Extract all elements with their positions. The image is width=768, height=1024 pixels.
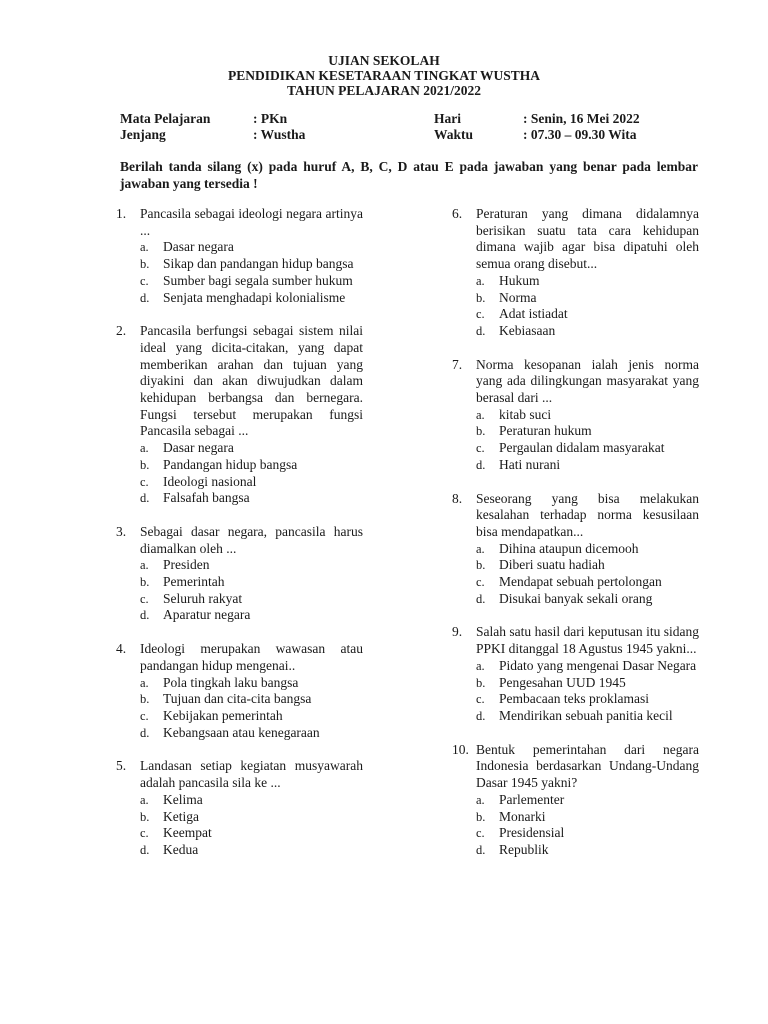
option-b bbox=[452, 675, 699, 692]
option-a bbox=[452, 658, 699, 675]
question-7 bbox=[452, 357, 699, 474]
option-letter: a. bbox=[476, 792, 485, 807]
option-letter: c. bbox=[476, 692, 485, 707]
option-letter: a. bbox=[476, 273, 485, 288]
instruction-text: Berilah tanda silang (x) pada huruf A, B, C, D atau E pada jawaban yang benar pada lembar jawaban yang tersedia ! bbox=[120, 159, 698, 191]
option-c bbox=[452, 691, 699, 708]
option-letter: c. bbox=[140, 273, 149, 288]
option-letter: a. bbox=[140, 558, 149, 573]
option-a bbox=[452, 273, 699, 290]
option-letter: d. bbox=[140, 491, 150, 506]
option-a bbox=[116, 792, 363, 809]
question-text: Peraturan yang dimana didalamnya berisikan suatu tata cara kehidupan dimana wajib agar bisa dipatuhi oleh semua orang disebut... bbox=[476, 206, 699, 272]
option-text: kitab suci bbox=[499, 406, 552, 422]
question-8 bbox=[452, 491, 699, 608]
option-letter: a. bbox=[140, 441, 149, 456]
option-d bbox=[452, 842, 699, 859]
option-d bbox=[116, 842, 363, 859]
header-year: TAHUN PELAJARAN 2021/2022 bbox=[286, 83, 481, 98]
option-text: Mendirikan sebuah panitia kecil bbox=[499, 707, 673, 723]
option-a bbox=[116, 557, 363, 574]
option-a bbox=[116, 440, 363, 457]
option-a bbox=[116, 675, 363, 692]
question-6 bbox=[452, 206, 699, 340]
option-b bbox=[452, 809, 699, 826]
time-value: : 07.30 – 09.30 Wita bbox=[523, 127, 637, 142]
option-letter: b. bbox=[140, 457, 150, 472]
option-a bbox=[452, 792, 699, 809]
time-label: Waktu bbox=[434, 127, 474, 142]
option-text: Hukum bbox=[499, 272, 540, 288]
option-text: Pemerintah bbox=[163, 574, 225, 590]
day-value: : Senin, 16 Mei 2022 bbox=[523, 111, 640, 126]
option-letter: a. bbox=[476, 541, 485, 556]
option-d bbox=[116, 490, 363, 507]
option-b bbox=[116, 691, 363, 708]
option-letter: c. bbox=[476, 307, 485, 322]
question-3 bbox=[116, 524, 363, 624]
option-text: Pola tingkah laku bangsa bbox=[163, 674, 299, 690]
option-letter: b. bbox=[140, 257, 150, 272]
level-label: Jenjang bbox=[120, 127, 166, 142]
option-letter: a. bbox=[476, 407, 485, 422]
question-9 bbox=[452, 624, 699, 724]
option-d bbox=[116, 725, 363, 742]
question-text: Bentuk pemerintahan dari negara Indonesia berdasarkan Undang-Undang Dasar 1945 yakni? bbox=[476, 741, 699, 791]
option-text: Norma bbox=[499, 289, 537, 305]
question-number: 8. bbox=[452, 490, 463, 506]
option-text: Seluruh rakyat bbox=[163, 590, 243, 606]
option-letter: d. bbox=[476, 842, 486, 857]
option-letter: c. bbox=[476, 441, 485, 456]
subject-label: Mata Pelajaran bbox=[120, 111, 211, 126]
option-text: Tujuan dan cita-cita bangsa bbox=[163, 691, 312, 707]
question-text: Norma kesopanan ialah jenis norma yang ada dilingkungan masyarakat yang berasal dari ... bbox=[476, 356, 699, 406]
option-text: Dasar negara bbox=[163, 440, 234, 456]
option-d bbox=[452, 323, 699, 340]
option-text: Monarki bbox=[499, 808, 546, 824]
option-text: Ketiga bbox=[163, 808, 199, 824]
option-text: Kedua bbox=[163, 841, 199, 857]
option-b bbox=[116, 809, 363, 826]
option-c bbox=[452, 574, 699, 591]
option-b bbox=[116, 574, 363, 591]
option-letter: d. bbox=[140, 290, 150, 305]
option-letter: c. bbox=[476, 826, 485, 841]
option-c bbox=[116, 708, 363, 725]
option-text: Hati nurani bbox=[499, 456, 561, 472]
option-text: Kebangsaan atau kenegaraan bbox=[163, 724, 320, 740]
option-letter: b. bbox=[476, 809, 486, 824]
subject-value: : PKn bbox=[253, 111, 288, 126]
option-letter: c. bbox=[140, 591, 149, 606]
option-b bbox=[452, 290, 699, 307]
option-text: Parlementer bbox=[499, 791, 565, 807]
option-d bbox=[452, 457, 699, 474]
option-c bbox=[116, 825, 363, 842]
header-program: PENDIDIKAN KESETARAAN TINGKAT WUSTHA bbox=[228, 68, 540, 83]
option-b bbox=[116, 256, 363, 273]
option-a bbox=[116, 239, 363, 256]
question-number: 6. bbox=[452, 206, 463, 221]
option-letter: d. bbox=[476, 591, 486, 606]
option-letter: b. bbox=[476, 675, 486, 690]
option-letter: d. bbox=[140, 725, 150, 740]
option-text: Pembacaan teks proklamasi bbox=[499, 691, 649, 707]
option-letter: b. bbox=[476, 290, 486, 305]
option-c bbox=[116, 591, 363, 608]
question-number: 1. bbox=[116, 206, 127, 221]
option-text: Presiden bbox=[163, 557, 210, 573]
question-text: Pancasila sebagai ideologi negara artinya ... bbox=[140, 206, 363, 238]
option-letter: c. bbox=[476, 575, 485, 590]
day-label: Hari bbox=[434, 111, 461, 126]
option-letter: b. bbox=[140, 692, 150, 707]
question-column-right bbox=[452, 206, 699, 876]
question-1 bbox=[116, 206, 363, 306]
question-number: 7. bbox=[452, 356, 463, 372]
question-number: 5. bbox=[116, 758, 127, 774]
option-text: Falsafah bangsa bbox=[163, 490, 250, 506]
option-text: Pengesahan UUD 1945 bbox=[499, 674, 626, 690]
question-column-left bbox=[116, 206, 363, 876]
option-c bbox=[452, 825, 699, 842]
option-d bbox=[452, 708, 699, 725]
exam-header bbox=[0, 53, 768, 98]
option-b bbox=[452, 557, 699, 574]
option-c bbox=[116, 474, 363, 491]
option-letter: c. bbox=[140, 826, 149, 841]
option-letter: d. bbox=[476, 457, 486, 472]
option-d bbox=[452, 591, 699, 608]
option-c bbox=[452, 440, 699, 457]
question-number: 9. bbox=[452, 624, 463, 640]
question-text: Seseorang yang bisa melakukan kesalahan terhadap norma kesusilaan bisa mendapatkan... bbox=[476, 490, 699, 539]
question-number: 3. bbox=[116, 523, 127, 539]
option-text: Adat istiadat bbox=[499, 306, 568, 322]
option-text: Keempat bbox=[163, 825, 212, 841]
option-letter: d. bbox=[476, 708, 486, 723]
question-text: Sebagai dasar negara, pancasila harus diamalkan oleh ... bbox=[140, 523, 363, 556]
option-letter: b. bbox=[140, 809, 150, 824]
question-text: Ideologi merupakan wawasan atau pandangan hidup mengenai.. bbox=[140, 641, 363, 673]
option-text: Pidato yang mengenai Dasar Negara bbox=[499, 657, 697, 673]
option-a bbox=[452, 541, 699, 558]
level-value: : Wustha bbox=[253, 127, 306, 142]
option-letter: b. bbox=[140, 575, 150, 590]
option-d bbox=[116, 290, 363, 307]
option-text: Kebiasaan bbox=[499, 322, 556, 338]
option-c bbox=[452, 306, 699, 323]
option-text: Presidensial bbox=[499, 825, 565, 841]
option-text: Senjata menghadapi kolonialisme bbox=[163, 289, 346, 305]
option-text: Ideologi nasional bbox=[163, 473, 257, 489]
option-text: Dasar negara bbox=[163, 239, 234, 255]
option-text: Peraturan hukum bbox=[499, 423, 592, 439]
option-b bbox=[452, 423, 699, 440]
question-10 bbox=[452, 742, 699, 859]
option-text: Aparatur negara bbox=[163, 607, 251, 623]
option-letter: a. bbox=[140, 240, 149, 255]
question-text: Salah satu hasil dari keputusan itu sidang PPKI ditanggal 18 Agustus 1945 yakni... bbox=[476, 624, 699, 657]
option-text: Mendapat sebuah pertolongan bbox=[499, 574, 662, 590]
option-text: Diberi suatu hadiah bbox=[499, 557, 605, 573]
option-text: Sikap dan pandangan hidup bangsa bbox=[163, 256, 354, 272]
option-text: Dihina ataupun dicemooh bbox=[499, 540, 639, 556]
option-text: Pergaulan didalam masyarakat bbox=[499, 440, 665, 456]
question-text: Landasan setiap kegiatan musyawarah adalah pancasila sila ke ... bbox=[140, 758, 363, 791]
option-c bbox=[116, 273, 363, 290]
option-text: Sumber bagi segala sumber hukum bbox=[163, 272, 353, 288]
option-letter: c. bbox=[140, 708, 149, 723]
option-letter: d. bbox=[140, 842, 150, 857]
option-text: Pandangan hidup bangsa bbox=[163, 456, 298, 472]
option-text: Kebijakan pemerintah bbox=[163, 707, 283, 723]
question-text: Pancasila berfungsi sebagai sistem nilai ideal yang dicita-citakan, yang dapat memberikan arahan dan tujuan yang diyakini dan akan diwujudkan dalam kehidupan berbangsa dan bernegara. Fungsi tersebut merupakan fungsi Pancasila sebagai ... bbox=[140, 323, 363, 439]
option-letter: b. bbox=[476, 424, 486, 439]
option-letter: a. bbox=[476, 658, 485, 673]
question-number: 10. bbox=[452, 741, 469, 757]
option-letter: b. bbox=[476, 558, 486, 573]
question-number: 2. bbox=[116, 323, 127, 339]
option-a bbox=[452, 407, 699, 424]
option-text: Kelima bbox=[163, 791, 203, 807]
header-title: UJIAN SEKOLAH bbox=[328, 53, 440, 68]
option-letter: a. bbox=[140, 792, 149, 807]
option-text: Republik bbox=[499, 841, 549, 857]
question-5 bbox=[116, 758, 363, 858]
question-2 bbox=[116, 323, 363, 507]
option-letter: a. bbox=[140, 675, 149, 690]
question-number: 4. bbox=[116, 641, 127, 657]
option-letter: d. bbox=[140, 608, 150, 623]
option-text: Disukai banyak sekali orang bbox=[499, 590, 653, 606]
option-letter: c. bbox=[140, 474, 149, 489]
question-4 bbox=[116, 641, 363, 741]
option-letter: d. bbox=[476, 323, 486, 338]
option-b bbox=[116, 457, 363, 474]
option-d bbox=[116, 607, 363, 624]
